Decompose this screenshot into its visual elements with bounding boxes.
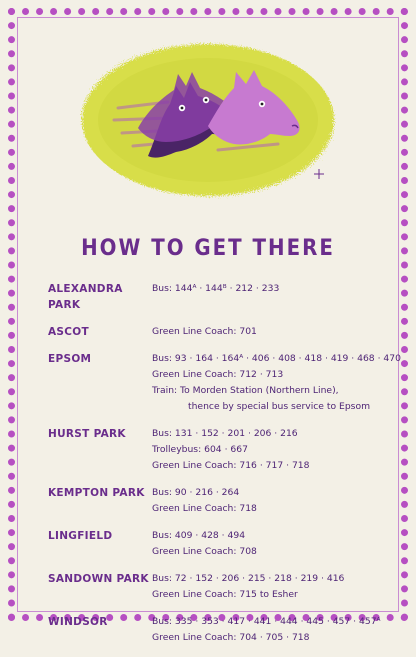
route-row — [48, 281, 378, 313]
route-lines — [152, 485, 257, 517]
route-row — [48, 351, 401, 415]
page-title: HOW TO GET THERE — [81, 236, 335, 261]
route-line: Green Line Coach: 701 — [152, 326, 257, 337]
route-line: Bus: 93 · 164 · 164ᴬ · 406 · 408 · 418 · 419 · 468 · 470 — [152, 353, 401, 364]
route-row — [48, 614, 381, 646]
route-lines — [152, 281, 279, 313]
venue-name: WINDSOR — [48, 616, 108, 628]
route-row — [48, 571, 378, 603]
route-lines — [152, 614, 381, 646]
venue-name: LINGFIELD — [48, 530, 113, 542]
route-line: Green Line Coach: 704 · 705 · 718 — [152, 632, 310, 643]
venue-name: ALEXANDRA PARK — [48, 283, 123, 311]
horses-illustration — [78, 38, 338, 200]
venue-name: EPSOM — [48, 353, 92, 365]
venue-name: ASCOT — [48, 326, 89, 338]
route-lines — [152, 528, 257, 560]
route-line: Train: To Morden Station (Northern Line), — [152, 385, 339, 396]
route-row — [48, 485, 378, 517]
route-line: thence by special bus service to Epsom — [188, 401, 371, 412]
route-line: Bus: 409 · 428 · 494 — [152, 530, 246, 541]
route-line: Green Line Coach: 715 to Esher — [152, 589, 298, 600]
route-line: Bus: 144ᴬ · 144ᴮ · 212 · 233 — [152, 283, 280, 294]
route-line: Green Line Coach: 716 · 717 · 718 — [152, 460, 310, 471]
route-row — [48, 426, 378, 474]
venue-name: HURST PARK — [48, 428, 126, 440]
route-line: Green Line Coach: 718 — [152, 503, 257, 514]
route-line: Bus: 72 · 152 · 206 · 215 · 218 · 219 · 416 — [152, 573, 345, 584]
route-line: Green Line Coach: 712 · 713 — [152, 369, 284, 380]
route-lines — [152, 324, 257, 340]
route-line: Bus: 131 · 152 · 201 · 206 · 216 — [152, 428, 298, 439]
route-line: Bus: 90 · 216 · 264 — [152, 487, 240, 498]
route-line: Bus: 335 · 353 · 417 · 441 · 444 · 445 · 457 · 457ᴬ — [152, 616, 381, 627]
route-row — [48, 324, 378, 340]
venue-name: KEMPTON PARK — [48, 487, 145, 499]
artist-monogram — [314, 169, 324, 179]
venue-name: SANDOWN PARK — [48, 573, 149, 585]
route-lines — [152, 426, 310, 474]
route-line: Trolleybus: 604 · 667 — [152, 444, 248, 455]
route-row — [48, 528, 378, 560]
routes-list — [48, 281, 401, 657]
route-line: Green Line Coach: 708 — [152, 546, 257, 557]
route-lines — [152, 351, 401, 415]
route-lines — [152, 571, 344, 603]
